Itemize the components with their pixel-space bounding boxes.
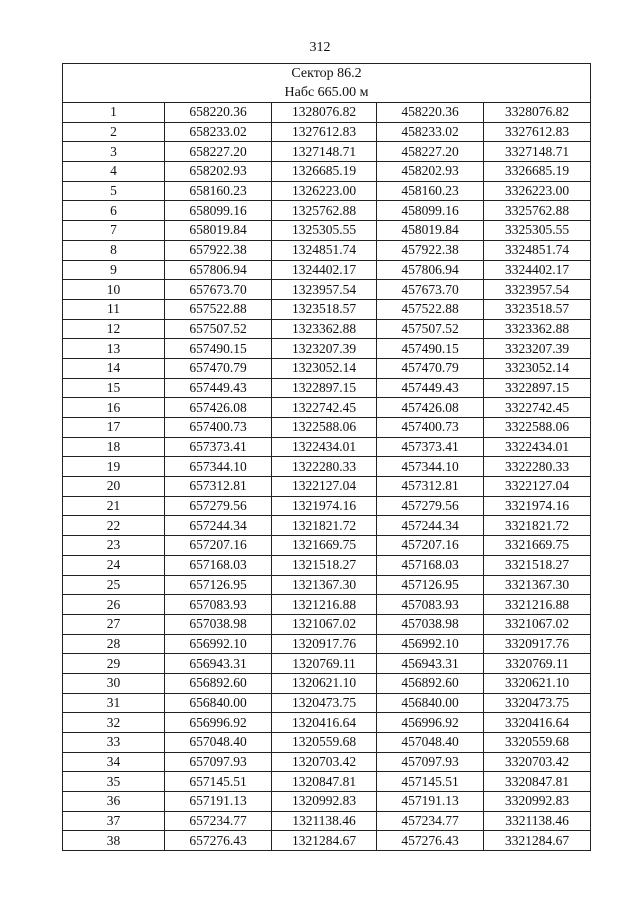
y2-cell: 3320847.81 (484, 772, 591, 792)
table-row (63, 595, 591, 615)
table-row (63, 299, 591, 319)
x1-cell: 657191.13 (165, 792, 272, 812)
table-row (63, 713, 591, 733)
y2-cell: 3327612.83 (484, 122, 591, 142)
point-number-cell: 22 (63, 516, 165, 536)
x1-cell: 657806.94 (165, 260, 272, 280)
x2-cell: 457373.41 (377, 437, 484, 457)
x1-cell: 657279.56 (165, 496, 272, 516)
table-body (63, 103, 591, 851)
x2-cell: 457312.81 (377, 477, 484, 497)
point-number-cell: 26 (63, 595, 165, 615)
table-row (63, 437, 591, 457)
point-number-cell: 20 (63, 477, 165, 497)
y2-cell: 3320917.76 (484, 634, 591, 654)
y2-cell: 3322127.04 (484, 477, 591, 497)
table-row (63, 555, 591, 575)
y1-cell: 1321284.67 (272, 831, 377, 851)
x1-cell: 658233.02 (165, 122, 272, 142)
x1-cell: 656996.92 (165, 713, 272, 733)
y1-cell: 1325305.55 (272, 221, 377, 241)
x1-cell: 658227.20 (165, 142, 272, 162)
x2-cell: 457922.38 (377, 240, 484, 260)
x2-cell: 457279.56 (377, 496, 484, 516)
x2-cell: 456840.00 (377, 693, 484, 713)
point-number-cell: 34 (63, 752, 165, 772)
x2-cell: 457276.43 (377, 831, 484, 851)
x2-cell: 457806.94 (377, 260, 484, 280)
y1-cell: 1320473.75 (272, 693, 377, 713)
x1-cell: 657922.38 (165, 240, 272, 260)
table-row (63, 831, 591, 851)
y1-cell: 1327148.71 (272, 142, 377, 162)
y1-cell: 1321974.16 (272, 496, 377, 516)
x2-cell: 457145.51 (377, 772, 484, 792)
x2-cell: 458099.16 (377, 201, 484, 221)
y2-cell: 3321974.16 (484, 496, 591, 516)
table-row (63, 103, 591, 123)
point-number-cell: 30 (63, 673, 165, 693)
table-row (63, 240, 591, 260)
y1-cell: 1321067.02 (272, 614, 377, 634)
table-row (63, 634, 591, 654)
point-number-cell: 38 (63, 831, 165, 851)
y1-cell: 1320621.10 (272, 673, 377, 693)
point-number-cell: 19 (63, 457, 165, 477)
point-number-cell: 25 (63, 575, 165, 595)
y1-cell: 1323362.88 (272, 319, 377, 339)
point-number-cell: 27 (63, 614, 165, 634)
x1-cell: 657426.08 (165, 398, 272, 418)
x1-cell: 657097.93 (165, 752, 272, 772)
table-header-row (63, 64, 591, 103)
x2-cell: 457426.08 (377, 398, 484, 418)
point-number-cell: 31 (63, 693, 165, 713)
x2-cell: 456996.92 (377, 713, 484, 733)
point-number-cell: 21 (63, 496, 165, 516)
x1-cell: 657400.73 (165, 418, 272, 438)
x2-cell: 457673.70 (377, 280, 484, 300)
point-number-cell: 16 (63, 398, 165, 418)
point-number-cell: 23 (63, 536, 165, 556)
x1-cell: 656992.10 (165, 634, 272, 654)
x1-cell: 657276.43 (165, 831, 272, 851)
point-number-cell: 33 (63, 733, 165, 753)
x1-cell: 657168.03 (165, 555, 272, 575)
y1-cell: 1327612.83 (272, 122, 377, 142)
y2-cell: 3326685.19 (484, 162, 591, 182)
x2-cell: 457344.10 (377, 457, 484, 477)
x2-cell: 457244.34 (377, 516, 484, 536)
point-number-cell: 3 (63, 142, 165, 162)
point-number-cell: 10 (63, 280, 165, 300)
x2-cell: 458227.20 (377, 142, 484, 162)
y2-cell: 3321216.88 (484, 595, 591, 615)
y1-cell: 1322897.15 (272, 378, 377, 398)
y1-cell: 1322280.33 (272, 457, 377, 477)
y1-cell: 1320769.11 (272, 654, 377, 674)
y1-cell: 1322127.04 (272, 477, 377, 497)
x2-cell: 457126.95 (377, 575, 484, 595)
x1-cell: 657507.52 (165, 319, 272, 339)
table-row (63, 733, 591, 753)
point-number-cell: 17 (63, 418, 165, 438)
x2-cell: 457083.93 (377, 595, 484, 615)
x2-cell: 457507.52 (377, 319, 484, 339)
y2-cell: 3322897.15 (484, 378, 591, 398)
y2-cell: 3321284.67 (484, 831, 591, 851)
table-row (63, 260, 591, 280)
x2-cell: 458019.84 (377, 221, 484, 241)
point-number-cell: 7 (63, 221, 165, 241)
y1-cell: 1322742.45 (272, 398, 377, 418)
y2-cell: 3321138.46 (484, 811, 591, 831)
table-row (63, 142, 591, 162)
y1-cell: 1321821.72 (272, 516, 377, 536)
x2-cell: 456892.60 (377, 673, 484, 693)
x1-cell: 657344.10 (165, 457, 272, 477)
point-number-cell: 11 (63, 299, 165, 319)
table-row (63, 358, 591, 378)
coordinate-table (62, 63, 591, 851)
y2-cell: 3322742.45 (484, 398, 591, 418)
point-number-cell: 13 (63, 339, 165, 359)
x2-cell: 456992.10 (377, 634, 484, 654)
table-row (63, 181, 591, 201)
y1-cell: 1323052.14 (272, 358, 377, 378)
y2-cell: 3320473.75 (484, 693, 591, 713)
y1-cell: 1323207.39 (272, 339, 377, 359)
y1-cell: 1321138.46 (272, 811, 377, 831)
y1-cell: 1321669.75 (272, 536, 377, 556)
x1-cell: 658019.84 (165, 221, 272, 241)
x1-cell: 657048.40 (165, 733, 272, 753)
y2-cell: 3327148.71 (484, 142, 591, 162)
x1-cell: 657207.16 (165, 536, 272, 556)
x1-cell: 657244.34 (165, 516, 272, 536)
y2-cell: 3321367.30 (484, 575, 591, 595)
y2-cell: 3328076.82 (484, 103, 591, 123)
x2-cell: 458220.36 (377, 103, 484, 123)
y2-cell: 3320703.42 (484, 752, 591, 772)
point-number-cell: 8 (63, 240, 165, 260)
x2-cell: 457168.03 (377, 555, 484, 575)
y2-cell: 3320992.83 (484, 792, 591, 812)
height-title: Набс 665.00 м (284, 85, 369, 100)
y2-cell: 3323957.54 (484, 280, 591, 300)
y1-cell: 1320992.83 (272, 792, 377, 812)
table-row (63, 221, 591, 241)
y1-cell: 1326223.00 (272, 181, 377, 201)
table-row (63, 162, 591, 182)
point-number-cell: 2 (63, 122, 165, 142)
y1-cell: 1324851.74 (272, 240, 377, 260)
point-number-cell: 24 (63, 555, 165, 575)
table-row (63, 201, 591, 221)
y1-cell: 1322434.01 (272, 437, 377, 457)
x2-cell: 457522.88 (377, 299, 484, 319)
x1-cell: 657522.88 (165, 299, 272, 319)
y2-cell: 3323207.39 (484, 339, 591, 359)
point-number-cell: 15 (63, 378, 165, 398)
page-number: 312 (309, 40, 331, 55)
x1-cell: 656943.31 (165, 654, 272, 674)
table-row (63, 516, 591, 536)
y1-cell: 1322588.06 (272, 418, 377, 438)
table-row (63, 772, 591, 792)
table-header (63, 64, 591, 103)
x2-cell: 458233.02 (377, 122, 484, 142)
x2-cell: 456943.31 (377, 654, 484, 674)
y1-cell: 1320559.68 (272, 733, 377, 753)
y2-cell: 3322434.01 (484, 437, 591, 457)
table-row (63, 811, 591, 831)
table-row (63, 457, 591, 477)
x1-cell: 658202.93 (165, 162, 272, 182)
y2-cell: 3326223.00 (484, 181, 591, 201)
y2-cell: 3321067.02 (484, 614, 591, 634)
point-number-cell: 36 (63, 792, 165, 812)
y1-cell: 1321216.88 (272, 595, 377, 615)
x1-cell: 656840.00 (165, 693, 272, 713)
x2-cell: 458202.93 (377, 162, 484, 182)
y1-cell: 1321367.30 (272, 575, 377, 595)
y1-cell: 1320917.76 (272, 634, 377, 654)
x2-cell: 457207.16 (377, 536, 484, 556)
point-number-cell: 35 (63, 772, 165, 792)
y2-cell: 3324402.17 (484, 260, 591, 280)
x2-cell: 457234.77 (377, 811, 484, 831)
table-row (63, 477, 591, 497)
point-number-cell: 37 (63, 811, 165, 831)
x1-cell: 657373.41 (165, 437, 272, 457)
x1-cell: 657145.51 (165, 772, 272, 792)
x1-cell: 657449.43 (165, 378, 272, 398)
y1-cell: 1320703.42 (272, 752, 377, 772)
y1-cell: 1328076.82 (272, 103, 377, 123)
table-row (63, 280, 591, 300)
table-row (63, 378, 591, 398)
table-row (63, 575, 591, 595)
table-row (63, 339, 591, 359)
table-row (63, 496, 591, 516)
y2-cell: 3320621.10 (484, 673, 591, 693)
point-number-cell: 14 (63, 358, 165, 378)
point-number-cell: 6 (63, 201, 165, 221)
x1-cell: 657470.79 (165, 358, 272, 378)
x1-cell: 658220.36 (165, 103, 272, 123)
table-row (63, 122, 591, 142)
x2-cell: 457048.40 (377, 733, 484, 753)
table-row (63, 536, 591, 556)
y1-cell: 1323957.54 (272, 280, 377, 300)
y2-cell: 3323362.88 (484, 319, 591, 339)
y2-cell: 3321821.72 (484, 516, 591, 536)
y1-cell: 1323518.57 (272, 299, 377, 319)
y1-cell: 1321518.27 (272, 555, 377, 575)
x2-cell: 457400.73 (377, 418, 484, 438)
table-row (63, 654, 591, 674)
x2-cell: 457038.98 (377, 614, 484, 634)
y2-cell: 3321518.27 (484, 555, 591, 575)
x1-cell: 657490.15 (165, 339, 272, 359)
y1-cell: 1320847.81 (272, 772, 377, 792)
x2-cell: 457449.43 (377, 378, 484, 398)
x1-cell: 658160.23 (165, 181, 272, 201)
y2-cell: 3324851.74 (484, 240, 591, 260)
y2-cell: 3325305.55 (484, 221, 591, 241)
y1-cell: 1324402.17 (272, 260, 377, 280)
x2-cell: 457191.13 (377, 792, 484, 812)
point-number-cell: 29 (63, 654, 165, 674)
y2-cell: 3322588.06 (484, 418, 591, 438)
y2-cell: 3322280.33 (484, 457, 591, 477)
point-number-cell: 18 (63, 437, 165, 457)
y2-cell: 3325762.88 (484, 201, 591, 221)
table-row (63, 398, 591, 418)
table-row (63, 614, 591, 634)
sector-title: Сектор 86.2 (291, 66, 362, 81)
point-number-cell: 4 (63, 162, 165, 182)
x1-cell: 656892.60 (165, 673, 272, 693)
table-row (63, 319, 591, 339)
y2-cell: 3320559.68 (484, 733, 591, 753)
x2-cell: 457097.93 (377, 752, 484, 772)
table-row (63, 693, 591, 713)
point-number-cell: 9 (63, 260, 165, 280)
point-number-cell: 12 (63, 319, 165, 339)
x1-cell: 657673.70 (165, 280, 272, 300)
point-number-cell: 5 (63, 181, 165, 201)
y1-cell: 1325762.88 (272, 201, 377, 221)
x2-cell: 457490.15 (377, 339, 484, 359)
x2-cell: 458160.23 (377, 181, 484, 201)
y2-cell: 3320416.64 (484, 713, 591, 733)
x2-cell: 457470.79 (377, 358, 484, 378)
table-row (63, 418, 591, 438)
x1-cell: 657038.98 (165, 614, 272, 634)
table-row (63, 752, 591, 772)
y2-cell: 3321669.75 (484, 536, 591, 556)
x1-cell: 658099.16 (165, 201, 272, 221)
y2-cell: 3323518.57 (484, 299, 591, 319)
x1-cell: 657234.77 (165, 811, 272, 831)
y2-cell: 3320769.11 (484, 654, 591, 674)
x1-cell: 657083.93 (165, 595, 272, 615)
point-number-cell: 28 (63, 634, 165, 654)
y1-cell: 1320416.64 (272, 713, 377, 733)
table-row (63, 792, 591, 812)
y2-cell: 3323052.14 (484, 358, 591, 378)
x1-cell: 657126.95 (165, 575, 272, 595)
point-number-cell: 1 (63, 103, 165, 123)
y1-cell: 1326685.19 (272, 162, 377, 182)
point-number-cell: 32 (63, 713, 165, 733)
x1-cell: 657312.81 (165, 477, 272, 497)
table-row (63, 673, 591, 693)
